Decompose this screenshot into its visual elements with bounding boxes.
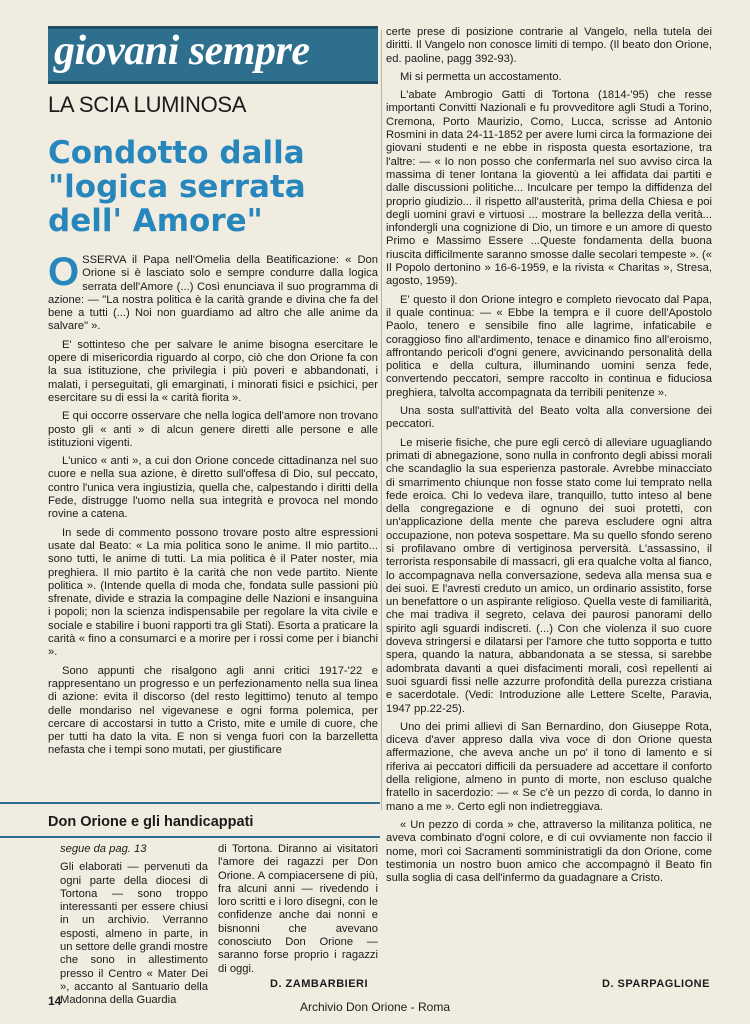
- headline-line: "logica serrata: [48, 169, 306, 205]
- paragraph: Sono appunti che risalgono agli anni critici 1917-'22 e rappresentano un progresso e un perfezionamento nella sua linea di azione: evita il discorso (del resto legittimo) tenuto al tempo delle mondariso nel vigevanese e ogni forma polemica, per cercare di accostarsi in tutto a Cristo, mite e umile di cuore, che per tutti ha dato la vita. E non si venga fuori con la barzelletta nefasta che i tempi sono mutati, per giustificare: [48, 664, 378, 757]
- paragraph: Le miserie fisiche, che pure egli cercò di alleviare uguagliando primati di abnegazione, sono nulla in confronto degli abissi morali che scandaglio la sua esperienza pastorale. Avrebbe minacciato di smarrimento chiunque non fosse stato come lui temprato nella fede eroica. Chi lo vedeva ilare, tranquillo, tutto inteso al bene della congregazione e di ognuno dei suoi protetti, con un'applicazione della mente che pareva escludere ogni altra occupazione, non poteva sospettare. Ma su quello sfondo sereno si profilavano ombre di vertiginosa perversità. L'assassino, il terrorista responsabile di massacri, gli era qualche volta al fianco, lo accompagnava nella conversazione, sedeva alla mensa sua e dei suoi. E l'avresti creduto un amico, un ordinario assistito, forse un benefattore o un aspirante religioso. Quella veste di familiarità, che mai tradiva il segreto, celava dei paurosi panorami dello spirito agli sguardi indiscreti. (...) Con che violenza il suo cuore doveva stringersi e dilatarsi per l'amore che tutto sopporta e tutto spera, quando la natura, abbandonata a se stessa, si sarebbe adombrata davanti a quei disfacimenti morali, così repellenti ai suoi sguardi fissi nelle azzurre profondità della purezza cristiana e sacerdotale. (Vedi: Introduzione alle Lettere Scelte, Paravia, 1947 pp.22-25).: [386, 436, 712, 715]
- rubric-banner: [48, 26, 378, 84]
- paragraph: L'abate Ambrogio Gatti di Tortona (1814-'95) che resse importanti Convitti Nazionali e fu provveditore agli Studi a Torino, Cremona, Porto Maurizio, Como, Lucca, scrisse ad Antonio Rosmini in data 24-11-1852 per avere lumi circa la formazione dei giovani studenti e ne ebbe in risposta questa esortazione, tra l'altre: — « Io non posso che confermarla nel suo avviso circa la massima di tener lontana la gioventù a lei affidata dai partiti e dalle discussioni politiche... Inculcare per tempo la diffidenza del proprio giudizio... il rispetto all'austerità, prima della Chiesa e poi degli uomini gravi e virtuosi ... mostrare la bellezza della verità... infondergli una cognizione di Dio, un timore e un amore di questo Primo e Massimo Essere ...Queste fondamenta della buona riuscita difficilmente saranno smosse dalle secolari tempeste ». (« Il Popolo dertonino » 16-6-1959, e la rivista « Charitas », Stresa, agosto, 1959).: [386, 89, 712, 288]
- paragraph: E qui occorre osservare che nella logica dell'amore non trovano posto gli « anti » di alcun genere diretti alle persone e alle istituzioni vigenti.: [48, 410, 378, 449]
- continued-note: segue da pag. 13: [60, 843, 147, 855]
- box-rule-bottom: [0, 836, 380, 838]
- paragraph: Uno dei primi allievi di San Bernardino, don Giuseppe Rota, diceva d'aver appreso dalla viva voce di don Orione questa affermazione, che aveva anche un po' il tono di lamento e si riferiva ai peccatori difficili da persuadere ad accettare il conforto della religione, almeno in punto di morte, non escluso qualche fratello in sacerdozio: — « Se c'è un pezzo di corda, lo danno in mano a me ». Certo egli non indietreggiava.: [386, 720, 712, 813]
- paragraph: Gli elaborati — pervenuti da ogni parte della diocesi di Tortona — sono troppo interessanti per essere chiusi in un archivio. Verranno esposti, almeno in parte, in un settore delle grandi mostre che sono in allestimento presso il Centro « Mater Dei », accanto al Santuario della Madonna della Guardia: [60, 861, 209, 1007]
- rubric-title: giovani sempre: [54, 28, 310, 74]
- drop-cap: O: [48, 250, 80, 294]
- article-body-right: [386, 26, 712, 885]
- page-number: 14: [48, 994, 62, 1008]
- author-signature: D. SPARPAGLIONE: [602, 978, 710, 990]
- paragraph: E' sottinteso che per salvare le anime bisogna esercitare le opere di misericordia riguardo al corpo, ciò che don Orione fa con la sua istituzione, che privilegia i più poveri e abbandonati, i malati, i perseguitati, gli emarginati, i minorati fisici e psichici, per esercitare su di essi la « carità fiorita ».: [48, 338, 378, 404]
- box-rule-top: [0, 802, 380, 804]
- paragraph: di Tortona. Diranno ai visitatori l'amore dei ragazzi per Don Orione. A compiacersene di più, fra alcuni anni — rivedendo i loro scritti e i loro disegni, con le confidenze anche dai nonni e bisnonni che avevano conosciuto Don Orione — saranno forse proprio i ragazzi di oggi.: [218, 843, 378, 975]
- paragraph: certe prese di posizione contrarie al Vangelo, nella tutela dei diritti. Il Vangelo non conosce limiti di tempo. (Il beato don Orione, ed. paoline, pagg 392-93).: [386, 26, 712, 65]
- right-column: [386, 26, 712, 890]
- paragraph: OSSERVA il Papa nell'Omelia della Beatificazione: « Don Orione si è lasciato solo e sempre condurre dalla logica serrata dell'Amore (...) Così enunciava il suo programma di azione: — "La nostra politica è la carità grande e divina che fa del bene a tutti (...) Noi non guardiamo ad altro che alle anime da salvare" ».: [48, 250, 378, 333]
- paragraph: E' questo il don Orione integro e completo rievocato dal Papa, il quale continua: — « Ebbe la tempra e il cuore dell'Apostolo Paolo, tenero e sensibile fino alle lagrime, infaticabile e coraggioso fino all'ardimento, tenace e dinamico fino all'eroismo, affrontando pericoli d'ogni genere, avvicinando personalità della politica e della cultura, illuminando uomini senza fede, convertendo peccatori, sempre raccolto in continua e fiduciosa preghiera, talvolta accompagnata da terribili penitenze ».: [386, 293, 712, 399]
- box-title: Don Orione e gli handicappati: [48, 814, 254, 830]
- archive-footer: Archivio Don Orione - Roma: [299, 1000, 451, 1014]
- paragraph: L'unico « anti », a cui don Orione concede cittadinanza nel suo cuore e nella sua azione, è diretto sull'offesa di Dio, sul peccato, contro l'unica vera ingiustizia, quella che, calpestando i diritti della Fede, distrugge l'uomo nella sua integrità e provoca nel mondo rovine a catena.: [48, 455, 378, 521]
- box-column-1: [60, 843, 208, 1013]
- headline: [48, 136, 378, 238]
- author-signature: D. ZAMBARBIERI: [270, 978, 369, 990]
- headline-line: dell' Amore": [48, 203, 263, 239]
- headline-line: Condotto dalla: [48, 135, 305, 171]
- left-column: [48, 26, 378, 763]
- section-title: LA SCIA LUMINOSA: [48, 92, 247, 117]
- paragraph: Una sosta sull'attività del Beato volta alla conversione dei peccatori.: [386, 405, 712, 431]
- box-column-2: [218, 843, 378, 981]
- column-divider: [381, 30, 382, 810]
- paragraph: Mi si permetta un accostamento.: [400, 70, 562, 83]
- paragraph: In sede di commento possono trovare posto altre espressioni usate dal Beato: « La mia politica sono le anime. Il mio partito... sono tutti, le anime di tutti. La mia politica è il Pater noster, mia preghiera. Il mio partito è la carità che non vede partito. Niente politica ». (Intende quella di moda che, fondata sulle passioni più sfrenate, divide e strazia la compagine delle Nazioni e insanguina i popoli; non la scienza indispensabile per regolare la vita civile e sociale e stabilire i buoni rapporti tra gli Stati). Esorta a praticare la carità « fino a consumarci e a morire per i rossi come per i bianchi ».: [48, 526, 378, 659]
- article-body-left: [48, 250, 378, 758]
- paragraph: « Un pezzo di corda » che, attraverso la militanza politica, ne aveva combinato d'ogni colore, e di cui ovviamente non faccio il nome, morì coi Sacramenti somministratigli da don Orione, come testimonia un nostro buon amico che accompagnò il Beato fin sulla soglia di casa dell'infermo da guadagnare a Cristo.: [386, 818, 712, 885]
